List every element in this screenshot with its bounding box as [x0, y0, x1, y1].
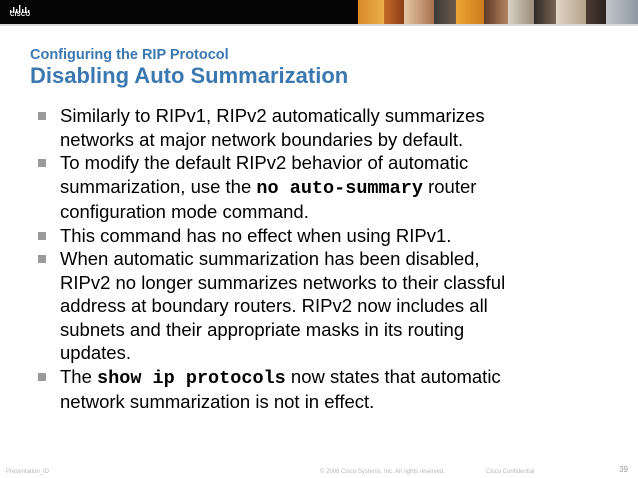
- bullet-item: [37, 365, 597, 414]
- header-photo: [384, 0, 404, 24]
- bullet-text-segment: This command has no effect when using RIPv1.: [60, 224, 452, 246]
- header-photo: [508, 0, 534, 24]
- bullet-text-segment: now states that automatic network summarization is not in effect.: [60, 365, 501, 412]
- bullet-text: [60, 248, 505, 363]
- bullet-text-segment: The: [60, 365, 98, 387]
- bullet-item: [37, 151, 597, 224]
- header-photo: [606, 0, 638, 24]
- header-photo: [404, 0, 434, 24]
- bullet-marker-icon: [38, 112, 46, 120]
- bullet-item: [37, 247, 597, 365]
- header-photo-strip: [358, 0, 638, 24]
- bullet-marker-icon: [38, 232, 46, 240]
- header-photo: [456, 0, 484, 24]
- slide-subtitle: Configuring the RIP Protocol: [30, 47, 229, 63]
- bullet-text-segment: Similarly to RIPv1, RIPv2 automatically summarizes networks at major network boundaries by default.: [60, 105, 485, 150]
- bullet-text-segment: When automatic summarization has been disabled, RIPv2 no longer summarizes networks to their classful address at boundary routers. RIPv2 now includes all subnets and their appropriate masks in its routing updates.: [60, 248, 506, 363]
- bullet-list: [37, 104, 597, 414]
- slide-title: Disabling Auto Summarization: [30, 63, 349, 88]
- bullet-item: [37, 224, 597, 248]
- command-text: show ip protocols: [97, 367, 286, 389]
- bullet-marker-icon: [38, 255, 46, 263]
- bullet-text-segment: To modify the default RIPv2 behavior of automatic summarization, use the: [60, 152, 469, 197]
- bullet-text-segment: router configuration mode command.: [60, 175, 477, 222]
- header-photo: [434, 0, 456, 24]
- bullet-text: [60, 152, 476, 222]
- bullet-marker-icon: [38, 159, 46, 167]
- footer-confidential: Cisco Confidential: [486, 469, 535, 475]
- logo-wordmark: CISCO: [10, 12, 31, 18]
- bullet-item: [37, 104, 597, 151]
- bullet-text: [60, 105, 485, 150]
- header-photo: [358, 0, 384, 24]
- footer-presentation-id: Presentation_ID: [6, 469, 50, 475]
- header-photo: [556, 0, 586, 24]
- bullet-text: [60, 225, 451, 246]
- header-photo: [586, 0, 606, 24]
- header-bar: [0, 0, 638, 24]
- bullet-text: [60, 366, 501, 413]
- bullet-marker-icon: [38, 373, 46, 381]
- page-number: 39: [619, 465, 628, 474]
- header-divider: [0, 24, 638, 26]
- footer-copyright: © 2008 Cisco Systems, Inc. All rights reserved.: [320, 469, 445, 475]
- header-photo: [534, 0, 556, 24]
- command-text: no auto-summary: [256, 177, 423, 199]
- header-photo: [484, 0, 508, 24]
